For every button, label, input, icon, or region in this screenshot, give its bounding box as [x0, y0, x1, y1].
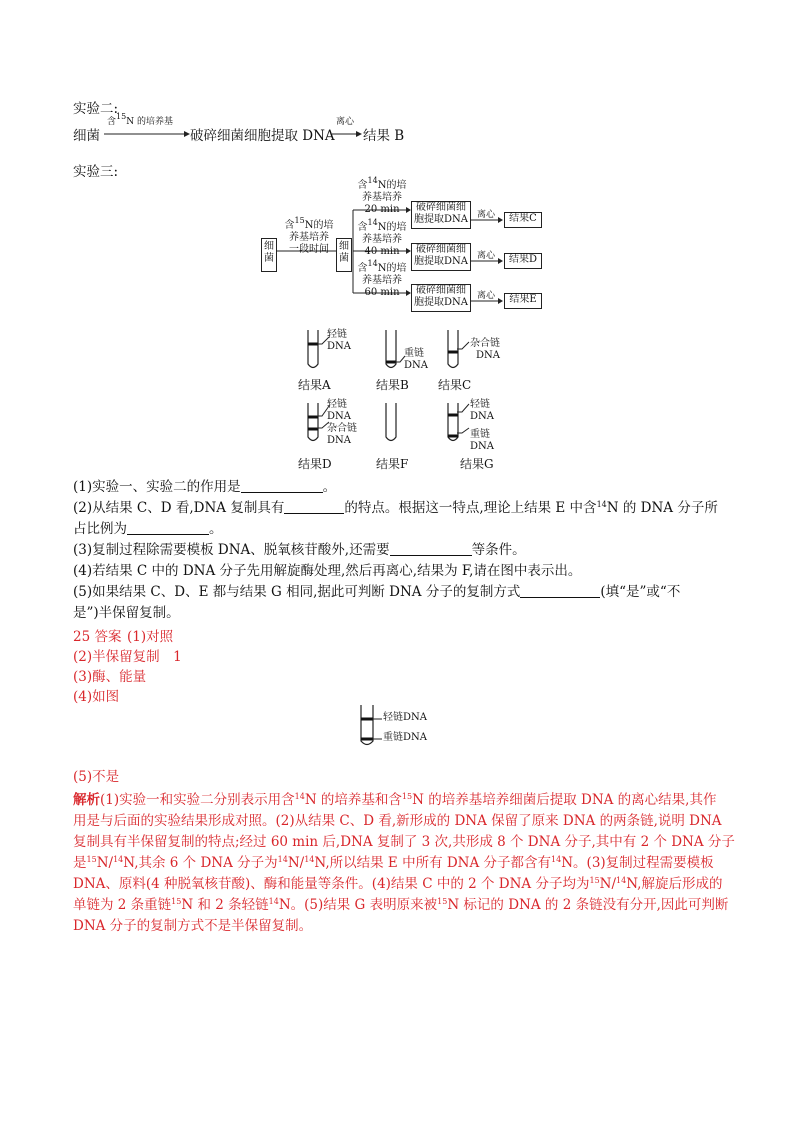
analysis-line-7: DNA 分子的复制方式不是半保留复制。 [73, 918, 313, 934]
branch-1-culture-label: 含$^{14}$N的培 养基培养 20 min [357, 176, 407, 215]
exp2-centrifuge-label: 离心 [336, 117, 355, 127]
tube-b [383, 330, 399, 372]
exp3-title: 实验三: [73, 164, 119, 180]
tube-b-band-label: 重链 DNA [404, 348, 428, 371]
tube-a-label: 结果A [298, 378, 331, 392]
branch-1-centrifuge: 离心 [477, 210, 496, 220]
analysis-line-1: 解析(1)实验一和实验二分别表示用含$^{14}$N 的培养基和含$^{15}$N 的培养基培养细菌后提取 DNA 的离心结果,其作 [73, 792, 717, 808]
tube-g-leader [457, 402, 471, 442]
exp2-medium-label: 含$^{15}$N 的培养基 [107, 112, 173, 127]
answer-5: (5)不是 [73, 769, 120, 785]
analysis-line-6: 单链为 2 条重链$^{15}$N 和 2 条轻链$^{14}$N。(5)结果 G 表明原来被$^{15}$N 标记的 DNA 的 2 条链没有分开,因此可判断 [73, 897, 729, 913]
exp2-arrow-2 [332, 129, 362, 139]
branch-2-extract-box: 破碎细菌细 胞提取DNA [411, 243, 471, 271]
bacteria-box-1: 细菌 [261, 238, 277, 272]
question-2-cont: 占比例为 。 [73, 521, 223, 537]
answer-tube-leader [372, 714, 382, 744]
tube-g-band-label: 轻链 DNA 重链 DNA [470, 399, 494, 452]
exp2-step: 破碎细菌细胞提取 DNA [190, 128, 335, 144]
branch-1-result-box: 结果C [504, 212, 542, 228]
analysis-line-4: 是$^{15}$N/$^{14}$N,其余 6 个 DNA 分子为$^{14}$N/$^{14}$N,所以结果 E 中所有 DNA 分子都含有$^{14}$N。(3)复制过程需要模板 [73, 855, 714, 871]
answer-light-label: 轻链DNA [383, 712, 427, 723]
question-4: (4)若结果 C 中的 DNA 分子先用解旋酶处理,然后再离心,结果为 F,请在图中表示出。 [73, 563, 582, 579]
tube-d-label: 结果D [298, 457, 332, 471]
exp3-flow-diagram [258, 176, 548, 312]
answer-header: 25 答案 [73, 629, 122, 645]
branch-3-extract-box: 破碎细菌细 胞提取DNA [411, 284, 471, 312]
branch-3-centrifuge: 离心 [477, 291, 496, 301]
tube-f [383, 403, 399, 445]
answer-2: (2)半保留复制 1 [73, 649, 182, 665]
answer-heavy-label: 重链DNA [383, 732, 427, 743]
exp2-result: 结果 B [363, 128, 405, 144]
analysis-line-5: DNA、原料(4 种脱氧核苷酸)、酶和能量等条件。(4)结果 C 中的 2 个 DNA 分子均为$^{15}$N/$^{14}$N,解旋后形成的 [73, 876, 723, 892]
tube-c-label: 结果C [438, 378, 472, 392]
pre-culture-label: 含$^{15}$N的培 养基培养 一段时间 [284, 216, 334, 255]
tube-d-band-label: 轻链 DNA 杂合链 DNA [327, 399, 357, 446]
bacteria-box-2: 细菌 [336, 238, 352, 272]
answer-4: (4)如图 [73, 689, 120, 705]
tube-f-label: 结果F [376, 457, 409, 471]
question-2: (2)从结果 C、D 看,DNA 复制具有 的特点。根据这一特点,理论上结果 E 中含$^{14}$N 的 DNA 分子所 [73, 500, 718, 516]
answer-3: (3)酶、能量 [73, 669, 147, 685]
question-5: (5)如果结果 C、D、E 都与结果 G 相同,据此可判断 DNA 分子的复制方式 (填“是”或“不 [73, 584, 681, 600]
branch-3-result-box: 结果E [504, 293, 542, 309]
branch-2-culture-label: 含$^{14}$N的培 养基培养 40 min [357, 218, 407, 257]
branch-2-result-box: 结果D [504, 253, 542, 269]
exp2-title: 实验二: [73, 101, 119, 117]
tube-c-band-label: 杂合链 DNA [470, 338, 500, 361]
tube-c-leader [457, 340, 471, 352]
analysis-line-2: 用是与后面的实验结果形成对照。(2)从结果 C、D 看,新形成的 DNA 保留了原来 DNA 的两条链,说明 DNA [73, 813, 722, 829]
question-3: (3)复制过程除需要模板 DNA、脱氧核苷酸外,还需要 等条件。 [73, 542, 526, 558]
answer-1: (1)对照 [127, 629, 174, 645]
question-1: (1)实验一、实验二的作用是 。 [73, 479, 337, 495]
tube-b-label: 结果B [376, 378, 409, 392]
branch-1-extract-box: 破碎细菌细 胞提取DNA [411, 201, 471, 229]
branch-3-culture-label: 含$^{14}$N的培 养基培养 60 min [357, 259, 407, 298]
branch-2-centrifuge: 离心 [477, 251, 496, 261]
exp2-arrow-1 [104, 129, 190, 139]
question-5-cont: 是”)半保留复制。 [73, 605, 180, 621]
analysis-line-3: 复制具有半保留复制的特点;经过 60 min 后,DNA 复制了 3 次,共形成 8 个 DNA 分子,其中有 2 个 DNA 分子 [73, 834, 735, 850]
tube-g-label: 结果G [460, 457, 494, 471]
tube-a-band-label: 轻链 DNA [327, 329, 351, 352]
exp2-bacteria: 细菌 [73, 128, 100, 144]
